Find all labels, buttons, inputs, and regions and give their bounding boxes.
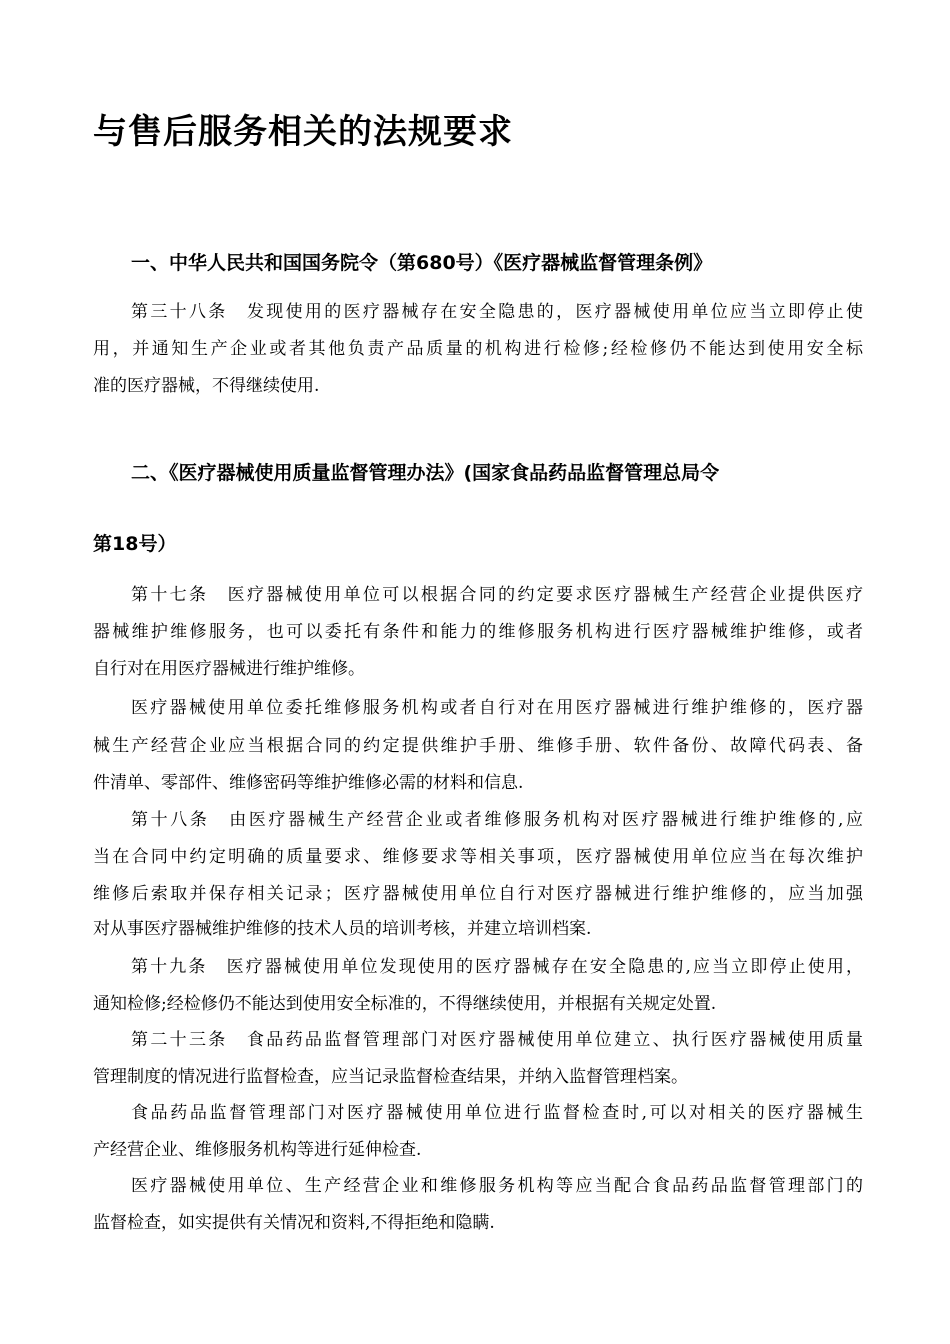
paragraph-line: 第三十八条 发现使用的医疗器械存在安全隐患的，医疗器械使用单位应当立即停止使 <box>131 302 863 322</box>
paragraph-line: 医疗器械使用单位、生产经营企业和维修服务机构等应当配合食品药品监督管理部门的 <box>131 1176 863 1196</box>
page-title: 与售后服务相关的法规要求 <box>93 112 513 152</box>
paragraph-line: 监督检查，如实提供有关情况和资料,不得拒绝和隐瞒. <box>93 1213 495 1233</box>
paragraph-line: 用，并通知生产企业或者其他负责产品质量的机构进行检修;经检修仍不能达到使用安全标 <box>93 339 863 359</box>
paragraph-line: 第十八条 由医疗器械生产经营企业或者维修服务机构对医疗器械进行维护维修的,应 <box>131 810 863 830</box>
paragraph-line: 管理制度的情况进行监督检查，应当记录监督检查结果，并纳入监督管理档案。 <box>93 1067 688 1087</box>
paragraph-line: 食品药品监督管理部门对医疗器械使用单位进行监督检查时,可以对相关的医疗器械生 <box>131 1103 863 1123</box>
section-2-heading-cont: 第18号） <box>93 533 177 555</box>
paragraph-line: 械生产经营企业应当根据合同的约定提供维护手册、维修手册、软件备份、故障代码表、备 <box>93 736 863 756</box>
paragraph-line: 件清单、零部件、维修密码等维护维修必需的材料和信息. <box>93 773 524 793</box>
paragraph-line: 第十九条 医疗器械使用单位发现使用的医疗器械存在安全隐患的,应当立即停止使用， <box>131 957 863 977</box>
paragraph-line: 对从事医疗器械维护维修的技术人员的培训考核，并建立培训档案. <box>93 919 592 939</box>
section-2-heading: 二、《医疗器械使用质量监督管理办法》(国家食品药品监督管理总局令 <box>131 462 720 484</box>
paragraph-line: 器械维护维修服务，也可以委托有条件和能力的维修服务机构进行医疗器械维护维修，或者 <box>93 622 863 642</box>
paragraph-line: 医疗器械使用单位委托维修服务机构或者自行对在用医疗器械进行维护维修的，医疗器 <box>131 698 863 718</box>
paragraph-line: 维修后索取并保存相关记录；医疗器械使用单位自行对医疗器械进行维护维修的，应当加强 <box>93 884 863 904</box>
paragraph-line: 第十七条 医疗器械使用单位可以根据合同的约定要求医疗器械生产经营企业提供医疗 <box>131 585 863 605</box>
paragraph-line: 当在合同中约定明确的质量要求、维修要求等相关事项，医疗器械使用单位应当在每次维护 <box>93 847 863 867</box>
paragraph-line: 第二十三条 食品药品监督管理部门对医疗器械使用单位建立、执行医疗器械使用质量 <box>131 1030 863 1050</box>
paragraph-line: 通知检修;经检修仍不能达到使用安全标准的，不得继续使用，并根据有关规定处置. <box>93 994 717 1014</box>
section-1-heading: 一、中华人民共和国国务院令（第680号）《医疗器械监督管理条例》 <box>131 252 713 274</box>
paragraph-line: 自行对在用医疗器械进行维护维修。 <box>93 659 365 679</box>
paragraph-line: 产经营企业、维修服务机构等进行延伸检查. <box>93 1140 422 1160</box>
paragraph-line: 准的医疗器械，不得继续使用. <box>93 376 320 396</box>
